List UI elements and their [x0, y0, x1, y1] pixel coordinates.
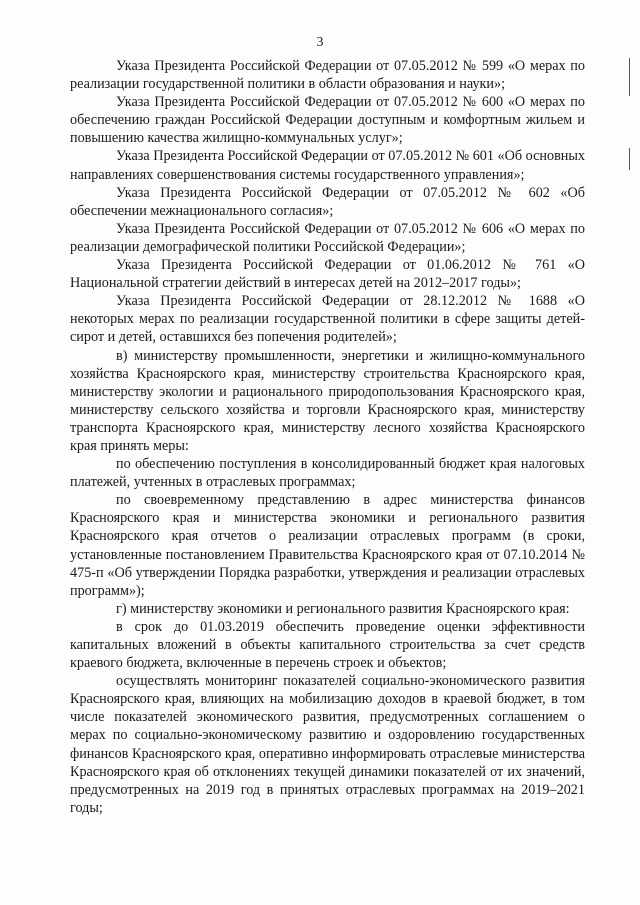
paragraph-decree-599: Указа Президента Российской Федерации от 07.05.2012 № 599 «О мерах по реализации государственной политики в области образования и науки»;	[70, 58, 585, 93]
scan-margin-mark	[629, 58, 630, 96]
paragraph-reports: по своевременному представлению в адрес министерства финансов Красноярского края и министерства экономики и регионального развития Красноярского края отчетов о реализации отраслевых программ (в сроки, установленные постановлением Правительства Красноярского края от 07.10.2014 № 475-п «Об утверждении Порядка разработки, утверждения и реализации отраслевых программ»);	[70, 492, 585, 599]
paragraph-item-v: в) министерству промышленности, энергетики и жилищно-коммунального хозяйства Красноярского края, министерству строительства Красноярского края, министерству экологии и рационального природопользования Красноярского края, министерству сельского хозяйства и торговли Красноярского края, министерству транспорта Красноярского края, министерству лесного хозяйства Красноярского края принять меры:	[70, 347, 585, 454]
page-number: 3	[316, 35, 324, 50]
paragraph-tax-payments: по обеспечению поступления в консолидированный бюджет края налоговых платежей, учтенных в отраслевых программах;	[70, 456, 585, 491]
paragraph-decree-602: Указа Президента Российской Федерации от 07.05.2012 № 602 «Об обеспечении межнационального согласия»;	[70, 184, 585, 219]
paragraph-decree-600: Указа Президента Российской Федерации от 07.05.2012 № 600 «О мерах по обеспечению граждан Российской Федерации доступным и комфортным жильем и повышению качества жилищно-коммунальных услуг»;	[70, 94, 585, 147]
document-body	[70, 57, 585, 817]
paragraph-decree-601: Указа Президента Российской Федерации от 07.05.2012 № 601 «Об основных направлениях совершенствования системы государственного управления»;	[70, 148, 585, 183]
paragraph-decree-761: Указа Президента Российской Федерации от 01.06.2012 № 761 «О Национальной стратегии действий в интересах детей на 2012–2017 годы»;	[70, 257, 585, 292]
paragraph-decree-606: Указа Президента Российской Федерации от 07.05.2012 № 606 «О мерах по реализации демографической политики Российской Федерации»;	[70, 220, 585, 255]
paragraph-efficiency-assessment: в срок до 01.03.2019 обеспечить проведение оценки эффективности капитальных вложений в объекты капитального строительства за счет средств краевого бюджета, включенные в перечень строек и объектов;	[70, 618, 585, 672]
paragraph-monitoring: осуществлять мониторинг показателей социально-экономического развития Красноярского края, влияющих на мобилизацию доходов в краевой бюджет, в том числе показателей экономического развития, предусмотренных соглашением о мерах по социально-экономическому развитию и оздоровлению государственных финансов Красноярского края, оперативно информировать отраслевые министерства Красноярского края об отклонениях текущей динамики показателей от их значений, предусмотренных на 2019 год в принятых отраслевых программах на 2019–2021 годы;	[70, 673, 585, 816]
paragraph-decree-1688: Указа Президента Российской Федерации от 28.12.2012 № 1688 «О некоторых мерах по реализации государственной политики в сфере защиты детей-сирот и детей, оставшихся без попечения родителей»;	[70, 293, 585, 346]
paragraph-item-g: г) министерству экономики и регионального развития Красноярского края:	[116, 600, 570, 617]
scan-margin-mark	[629, 148, 630, 170]
